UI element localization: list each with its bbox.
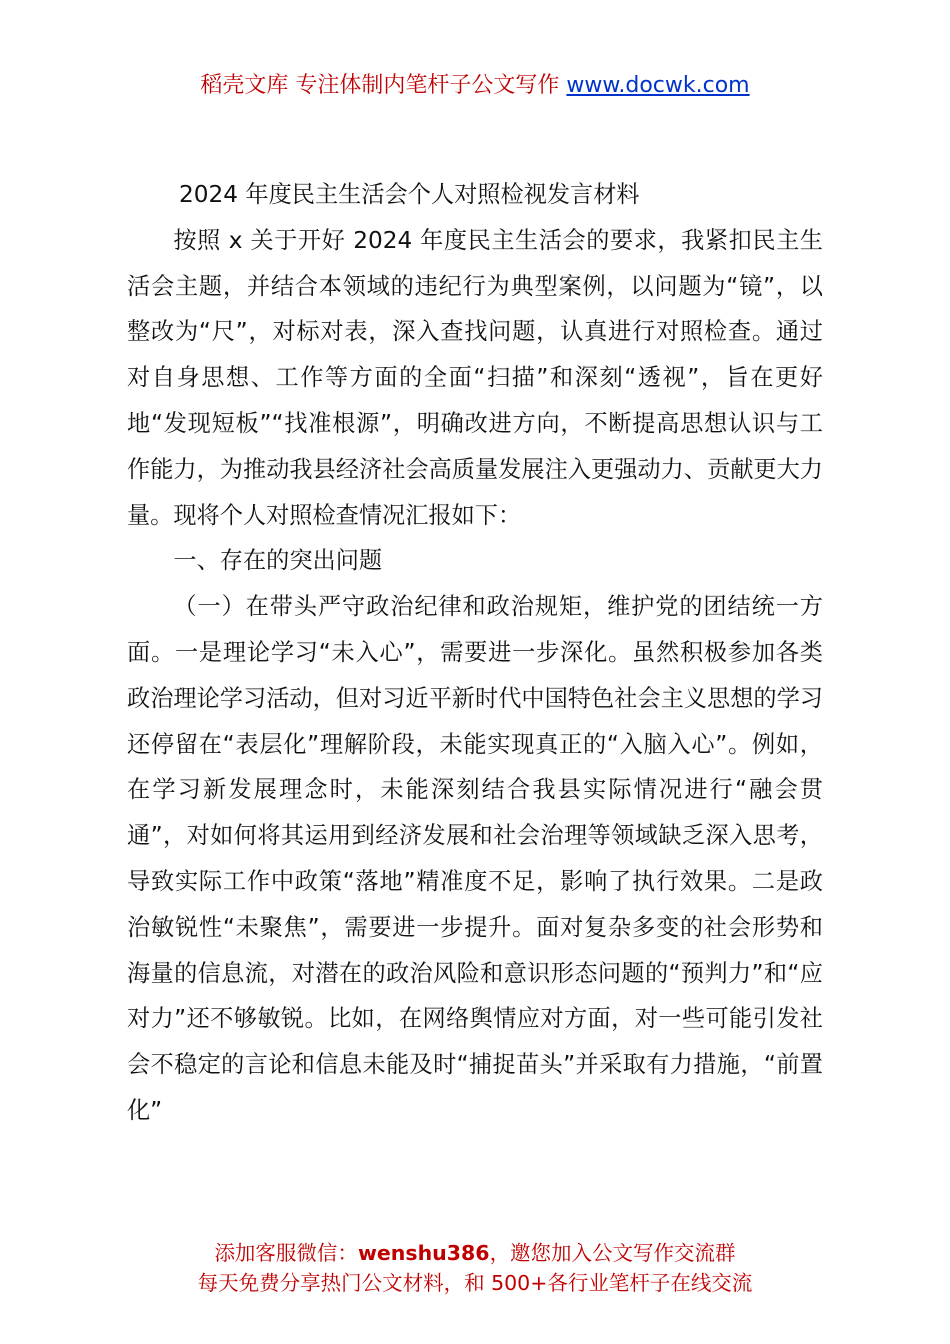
promo-footer [0,1238,950,1298]
brand-tagline: 专注体制内笔杆子公文写作 [295,73,560,98]
footer-line-1 [0,1238,950,1268]
site-url-link[interactable]: www.docwk.com [566,73,750,98]
footer-line-2: 每天免费分享热门公文材料，和 500+各行业笔杆子在线交流 [197,1271,753,1295]
footer-contact-prefix: 添加客服微信： [214,1241,358,1265]
wechat-id: wenshu386 [357,1241,490,1265]
brand-name: 稻壳文库 [200,73,289,98]
document-body [127,172,823,1134]
footer-contact-suffix: ，邀您加入公文写作交流群 [489,1241,736,1265]
intro-paragraph: 按照 x 关于开好 2024 年度民主生活会的要求，我紧扣民主生活会主题，并结合本领域的违纪行为典型案例，以问题为“镜”，以整改为“尺”，对标对表，深入查找问题，认真进行对照检查。通过对自身思想、工作等方面的全面“扫描”和深刻“透视”，旨在更好地“发现短板”“找准根源”，明确改进方向，不断提高思想认识与工作能力，为推动我县经济社会高质量发展注入更强动力、贡献更大力量。现将个人对照检查情况汇报如下： [127,226,823,529]
subsection-paragraph: （一）在带头严守政治纪律和政治规矩，维护党的团结统一方面。一是理论学习“未入心”，需要进一步深化。虽然积极参加各类政治理论学习活动，但对习近平新时代中国特色社会主义思想的学习还停留在“表层化”理解阶段，未能实现真正的“入脑入心”。例如，在学习新发展理念时，未能深刻结合我县实际情况进行“融会贯通”，对如何将其运用到经济发展和社会治理等领域缺乏深入思考，导致实际工作中政策“落地”精准度不足，影响了执行效果。二是政治敏锐性“未聚焦”，需要进一步提升。面对复杂多变的社会形势和海量的信息流，对潜在的政治风险和意识形态问题的“预判力”和“应对力”还不够敏锐。比如，在网络舆情应对方面，对一些可能引发社会不稳定的言论和信息未能及时“捕捉苗头”并采取有力措施，“前置化” [127,593,823,1124]
site-header [0,68,950,99]
document-title: 2024 年度民主生活会个人对照检视发言材料 [179,181,640,208]
section-heading: 一、存在的突出问题 [173,547,383,575]
